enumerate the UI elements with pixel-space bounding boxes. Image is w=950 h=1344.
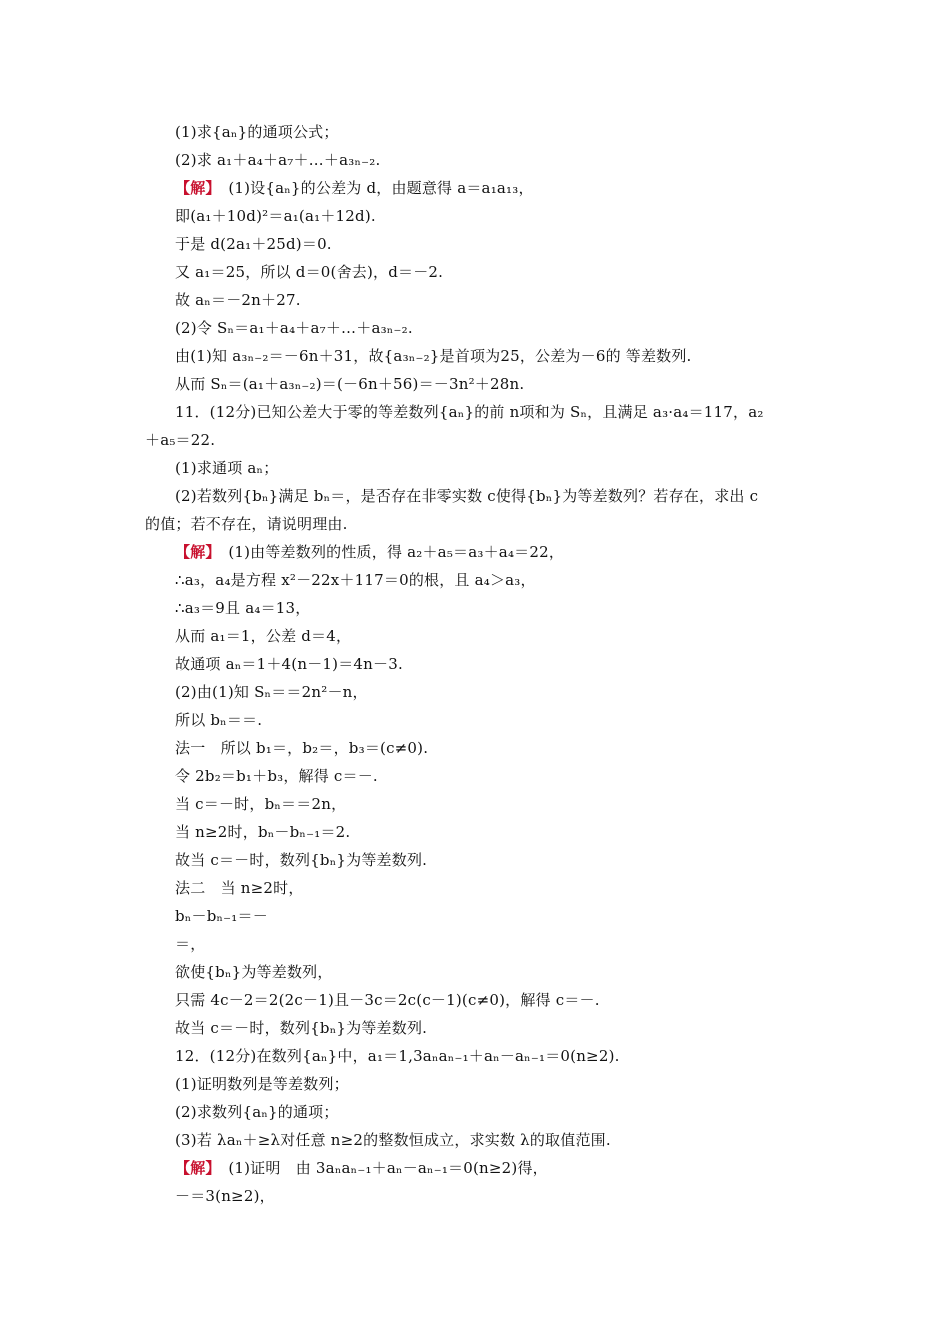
p11-solution-line-12: 故当 c＝－时，数列{bₙ}为等差数列. xyxy=(175,851,428,869)
p11-solution-line-16: 欲使{bₙ}为等差数列， xyxy=(175,963,333,981)
p11-solution-line-9: 令 2b₂＝b₁＋b₃，解得 c＝－. xyxy=(175,767,378,785)
p11-question-1: (1)求通项 aₙ； xyxy=(175,459,279,477)
p11-solution-line-18: 故当 c＝－时，数列{bₙ}为等差数列. xyxy=(175,1019,428,1037)
p11-solution-line-8: 法一 所以 b₁＝，b₂＝，b₃＝(c≠0). xyxy=(175,739,429,757)
p11-solution-line-10: 当 c＝－时，bₙ＝＝2n， xyxy=(175,795,347,813)
p12-solution-line-2: －＝3(n≥2)， xyxy=(175,1187,275,1205)
p10-solution-line-4: 又 a₁＝25，所以 d＝0(舍去)，d＝－2. xyxy=(175,263,444,281)
p11-solution-line-7: 所以 bₙ＝＝. xyxy=(175,711,263,729)
p10-question-1: (1)求{aₙ}的通项公式； xyxy=(175,123,339,141)
p10-solution-line-2: 即(a₁＋10d)²＝a₁(a₁＋12d). xyxy=(175,207,376,225)
p11-solution-line-14: bₙ－bₙ₋₁＝－ xyxy=(175,907,268,925)
p12-question-2: (2)求数列{aₙ}的通项； xyxy=(175,1103,339,1121)
p11-question-2-line-2: 的值；若不存在，请说明理由. xyxy=(145,515,348,533)
p10-question-2: (2)求 a₁＋a₄＋a₇＋…＋a₃ₙ₋₂. xyxy=(175,151,381,169)
p10-solution-line-8: 从而 Sₙ＝(a₁＋a₃ₙ₋₂)＝(－6n＋56)＝－3n²＋28n. xyxy=(175,375,525,393)
p12-solution-line-1: 【解】 (1)证明 由 3aₙaₙ₋₁＋aₙ－aₙ₋₁＝0(n≥2)得， xyxy=(175,1159,548,1177)
answer-tag: 【解】 xyxy=(175,179,214,197)
p12-question-1: (1)证明数列是等差数列； xyxy=(175,1075,349,1093)
answer-tag: 【解】 xyxy=(175,1159,214,1177)
p12-stem: 12．(12分)在数列{aₙ}中，a₁＝1,3aₙaₙ₋₁＋aₙ－aₙ₋₁＝0(n≥2). xyxy=(175,1047,620,1065)
p11-solution-line-4: 从而 a₁＝1，公差 d＝4， xyxy=(175,627,352,645)
p11-solution-line-17: 只需 4c－2＝2(2c－1)且－3c＝2c(c－1)(c≠0)，解得 c＝－. xyxy=(175,991,600,1009)
p10-solution-line-5: 故 aₙ＝－2n＋27. xyxy=(175,291,301,309)
p11-solution-line-2: ∴a₃，a₄是方程 x²－22x＋117＝0的根，且 a₄＞a₃， xyxy=(175,571,536,589)
p11-solution-line-6: (2)由(1)知 Sₙ＝＝2n²－n， xyxy=(175,683,368,701)
p11-stem-line-2: ＋a₅＝22. xyxy=(145,431,216,449)
p12-question-3: (3)若 λaₙ＋≥λ对任意 n≥2的整数恒成立，求实数 λ的取值范围. xyxy=(175,1131,611,1149)
p10-solution-line-6: (2)令 Sₙ＝a₁＋a₄＋a₇＋…＋a₃ₙ₋₂. xyxy=(175,319,413,337)
p11-stem-line-1: 11．(12分)已知公差大于零的等差数列{aₙ}的前 n项和为 Sₙ，且满足 a₃·a₄＝117，a₂ xyxy=(175,403,764,421)
p11-solution-line-3: ∴a₃＝9且 a₄＝13， xyxy=(175,599,311,617)
p10-solution-line-3: 于是 d(2a₁＋25d)＝0. xyxy=(175,235,332,253)
p11-solution-line-1: 【解】 (1)由等差数列的性质，得 a₂＋a₅＝a₃＋a₄＝22， xyxy=(175,543,565,561)
p10-solution-line-1: 【解】 (1)设{aₙ}的公差为 d，由题意得 a＝a₁a₁₃， xyxy=(175,179,534,197)
p11-question-2-line-1: (2)若数列{bₙ}满足 bₙ＝，是否存在非零实数 c使得{bₙ}为等差数列？若存在，求出 c xyxy=(175,487,759,505)
p10-solution-line-7: 由(1)知 a₃ₙ₋₂＝－6n＋31，故{a₃ₙ₋₂}是首项为25，公差为－6的 等差数列. xyxy=(175,347,692,365)
p11-solution-line-15: ＝， xyxy=(175,935,206,953)
p11-solution-line-13: 法二 当 n≥2时， xyxy=(175,879,304,897)
p11-solution-line-11: 当 n≥2时，bₙ－bₙ₋₁＝2. xyxy=(175,823,351,841)
answer-tag: 【解】 xyxy=(175,543,214,561)
p11-solution-line-5: 故通项 aₙ＝1＋4(n－1)＝4n－3. xyxy=(175,655,403,673)
